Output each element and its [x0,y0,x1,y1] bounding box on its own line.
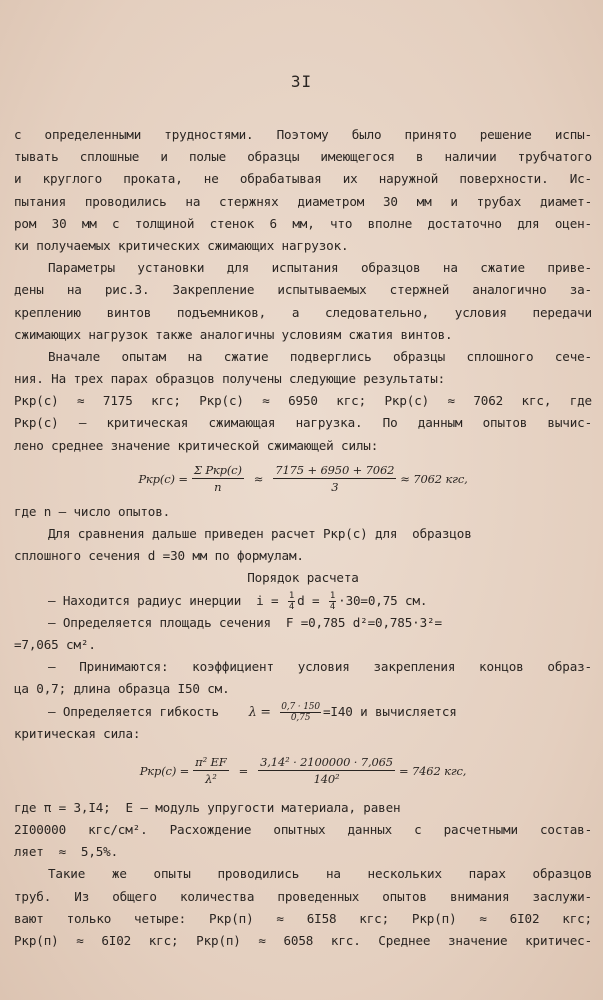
calc-text: – Определяется гибкость [48,703,219,719]
text-line: критическая сила: [14,725,141,741]
text-line: с определенными трудностями. Поэтому было принято решение испы- [14,127,592,142]
formula-fraction [193,755,228,786]
fraction-denominator: 0,75 [290,712,311,723]
text-line: и круглого проката, не обрабатывая их наружной поверхности. Ис- [14,171,592,187]
text-line: сплошного сечения d =30 мм по формулам. [14,548,304,564]
text-line: – Определяется площадь сечения F =0,785 d²=0,785·3²= [48,614,442,630]
lambda-symbol: λ = [248,703,271,719]
text-line: где π = 3,I4; E – модуль упругости материала, равен [14,799,401,815]
text-line: Вначале опытам на сжатие подверглись образцы сплошного сече- [48,348,592,364]
fraction-numerator: 1 [288,590,295,601]
text-line: Такие же опыты проводились на нескольких парах образцов [48,866,592,882]
text-line: ляет ≈ 5,5%. [14,844,119,860]
text-line: Pкр(с) ≈ 7175 кгс; Pкр(с) ≈ 6950 кгс; Pкр(с) ≈ 7062 кгс, где [14,393,592,409]
text-line: 2I00000 кгс/см². Расхождение опытных данных с расчетными состав- [14,822,592,838]
fraction-numerator: π² EF [195,755,227,770]
formula-fraction [192,463,244,494]
text-line [14,701,592,723]
fraction-numerator: 3,14² · 2100000 · 7,065 [260,755,393,770]
fraction-denominator: 4 [329,601,336,612]
body-text [14,124,592,952]
section-heading: Порядок расчета [247,570,359,586]
text-line: ки получаемых критических сжимающих нагрузок. [14,237,349,253]
formula-critical-force [14,745,592,797]
text-line: Pкр(п) ≈ 6I02 кгс; Pкр(п) ≈ 6058 кгс. Среднее значение критичес- [14,933,592,948]
text-line: Для сравнения дальше приведен расчет Pкр(с) для образцов [48,526,472,541]
text-line: где n – число опытов. [14,503,171,519]
formula-lhs: Pкр(с) = [139,763,190,778]
inline-fraction [329,591,336,612]
text-line: труб. Из общего количества проведенных опытов внимания заслужи- [14,888,592,904]
formula-lhs: Pкр(с) = [138,471,188,486]
calc-text: =I40 и вычисляется [322,703,457,719]
text-line: ца 0,7; длина образца I50 см. [14,681,230,697]
formula-average-force [14,457,592,501]
formula-fraction [258,755,395,786]
fraction-numerator: 7175 + 6950 + 7062 [275,463,395,478]
text-line: ния. На трех парах образцов получены следующие результаты: [14,371,446,387]
fraction-denominator: 140² [313,772,340,787]
calc-text: d = [297,592,320,608]
text-line: пытания проводились на стержнях диаметром 30 мм и трубах диамет- [14,193,592,209]
formula-result: = 7462 кгс, [398,763,467,778]
fraction-denominator: 4 [288,601,295,612]
equals-sign: = [238,763,249,778]
formula-result: ≈ 7062 кгс, [400,471,468,486]
fraction-denominator: λ² [205,772,217,787]
fraction-numerator: 1 [329,590,336,601]
fraction-numerator: 0,7 · 150 [281,701,320,712]
inline-fraction [288,591,295,612]
text-line: лено среднее значение критической сжимающей силы: [14,437,379,453]
text-line [14,590,592,612]
text-line: – Принимаются: коэффициент условия закрепления концов образ- [48,659,592,675]
text-line: креплению винтов подъемников, а следовательно, условия передачи [14,304,592,320]
text-line: =7,065 см². [14,636,96,652]
fraction-denominator: n [214,480,222,495]
text-line: ром 30 мм с толщиной стенок 6 мм, что вполне достаточно для оцен- [14,215,592,231]
calc-text: ·30=0,75 см. [338,592,428,608]
text-line: Pкр(с) – критическая сжимающая нагрузка. По данным опытов вычис- [14,415,592,431]
approx-sign: ≈ [253,471,264,486]
calc-text: – Находится радиус инерции i = [48,592,279,608]
inline-fraction [280,702,321,723]
fraction-numerator: Σ Pкр(с) [193,463,242,478]
text-line: тывать сплошные и полые образцы имеющегося в наличии трубчатого [14,149,592,165]
formula-fraction [273,463,396,494]
text-line: вают только четыре: Pкр(п) ≈ 6I58 кгс; Pкр(п) ≈ 6I02 кгс; [14,910,592,926]
fraction-denominator: 3 [331,480,339,495]
text-line: Параметры установки для испытания образцов на сжатие приве- [48,260,592,276]
page-number: 3I [290,72,313,91]
text-line: сжимающих нагрузок также аналогичны условиям сжатия винтов. [14,326,453,342]
text-line: дены на рис.3. Закрепление испытываемых стержней аналогично за- [14,282,592,298]
